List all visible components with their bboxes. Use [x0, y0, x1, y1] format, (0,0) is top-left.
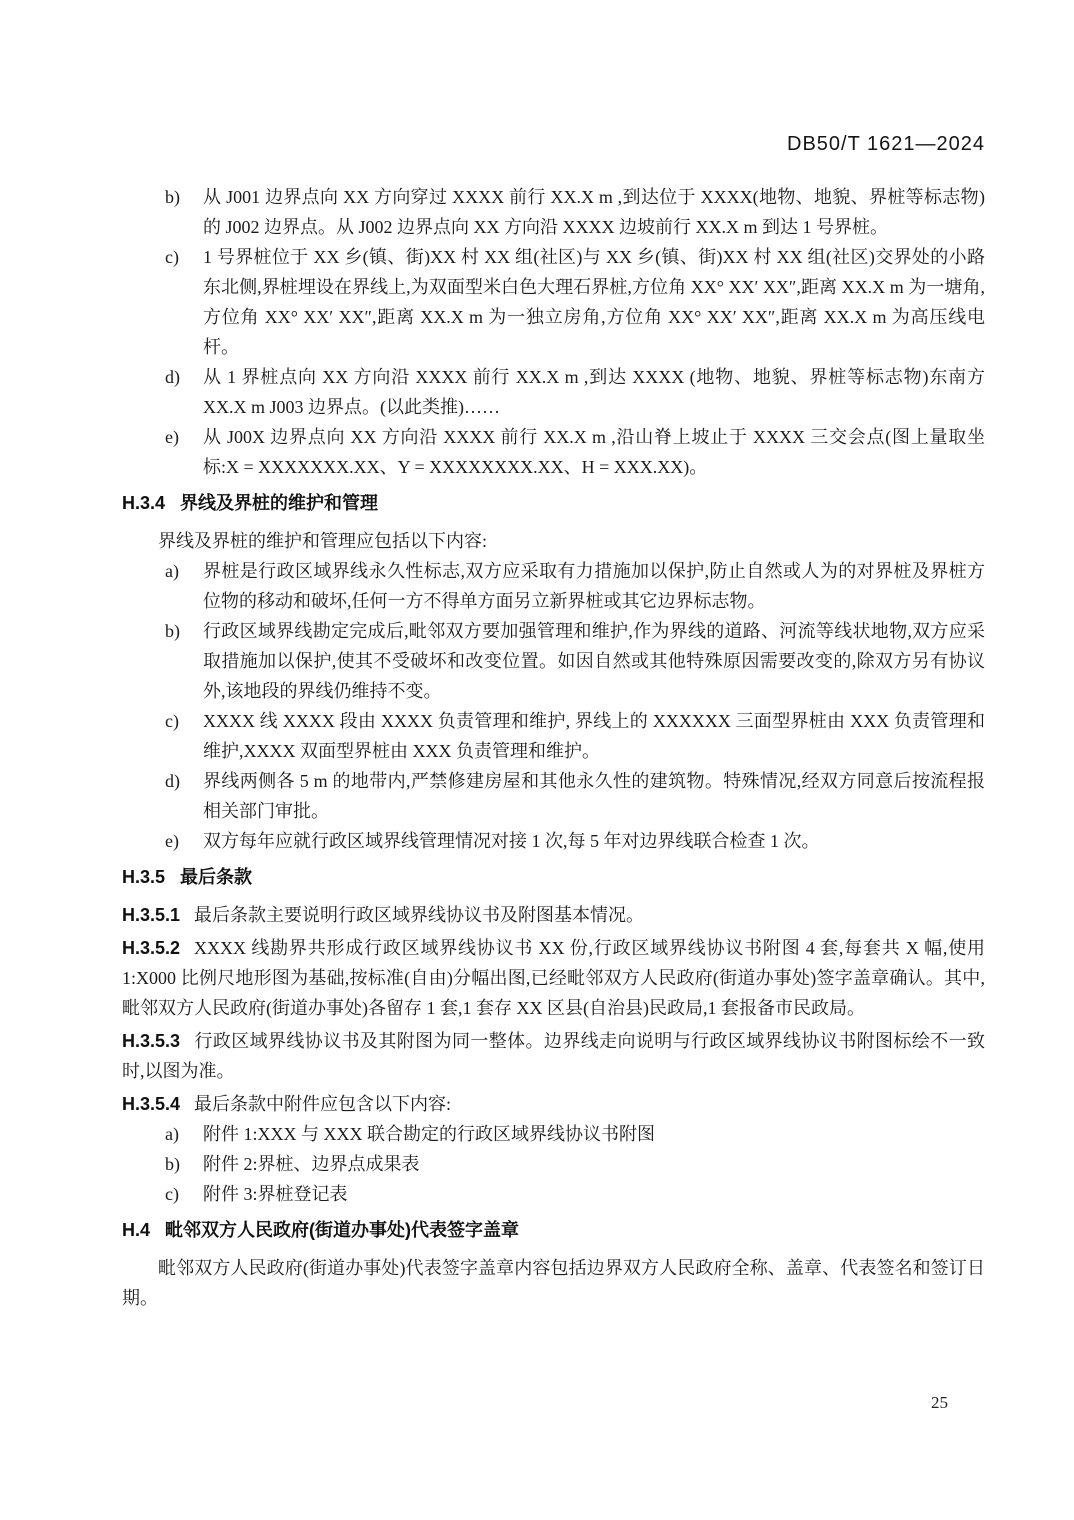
list-item-text: 附件 1:XXX 与 XXX 联合勘定的行政区域界线协议书附图 [203, 1124, 655, 1144]
section-intro-paragraph: 界线及界桩的维护和管理应包括以下内容: [158, 531, 487, 551]
maintenance-list [122, 556, 985, 856]
list-item [122, 1119, 985, 1149]
list-item-marker: e) [165, 831, 179, 851]
signature-section-paragraph: 毗邻双方人民政府(街道办事处)代表签字盖章内容包括边界双方人民政府全称、盖章、代表签名和签订日期。 [122, 1258, 985, 1308]
list-item-marker: b) [165, 1154, 180, 1174]
list-item [122, 242, 985, 362]
list-item-text: 附件 2:界桩、边界点成果表 [203, 1154, 420, 1174]
section-number: H.3.4 [122, 493, 166, 513]
list-item-text: 双方每年应就行政区域界线管理情况对接 1 次,每 5 年对边界线联合检查 1 次。 [203, 831, 820, 851]
list-item-text: 从 1 界桩点向 XX 方向沿 XXXX 前行 XX.X m ,到达 XXXX (地物、地貌、界桩等标志物)东南方 XX.X m J003 边界点。(以此类推)…… [203, 367, 985, 417]
boundary-walk-list [122, 182, 985, 482]
list-item-marker: b) [165, 187, 180, 207]
section-heading-h4 [122, 1215, 985, 1245]
list-item [122, 422, 985, 482]
list-item [122, 766, 985, 826]
section-number: H.4 [122, 1220, 151, 1240]
clause-paragraph [122, 1089, 985, 1119]
clause-text: 最后条款中附件应包含以下内容: [194, 1094, 452, 1114]
section-title: 最后条款 [180, 867, 253, 887]
list-item-marker: d) [165, 367, 180, 387]
standard-number-header: DB50/T 1621—2024 [787, 133, 985, 155]
section-title: 毗邻双方人民政府(街道办事处)代表签字盖章 [165, 1220, 520, 1240]
list-item-text: 界线两侧各 5 m 的地带内,严禁修建房屋和其他永久性的建筑物。特殊情况,经双方同意后按流程报相关部门审批。 [203, 771, 985, 821]
list-item [122, 182, 985, 242]
list-item-text: XXXX 线 XXXX 段由 XXXX 负责管理和维护, 界线上的 XXXXXX 三面型界桩由 XXX 负责管理和维护,XXXX 双面型界桩由 XXX 负责管理和维护。 [203, 711, 985, 761]
list-item-text: 1 号界桩位于 XX 乡(镇、街)XX 村 XX 组(社区)与 XX 乡(镇、街)XX 村 XX 组(社区)交界处的小路东北侧,界桩埋设在界线上,为双面型米白色大理石界桩,方位角 XX° XX′ XX″,距离 XX.X m 为一塘角,方位角 XX° XX′ XX″,距离 XX.X m 为一独立房角,方位角 XX° XX′ XX″,距离 XX.X m 为高压线电杆。 [203, 247, 985, 357]
clause-text: 行政区域界线协议书及其附图为同一整体。边界线走向说明与行政区域界线协议书附图标绘不一致时,以图为准。 [122, 1031, 985, 1081]
section-title: 界线及界桩的维护和管理 [180, 493, 379, 513]
section-heading-h34 [122, 488, 985, 518]
section-heading-h35 [122, 862, 985, 892]
list-item-marker: d) [165, 771, 180, 791]
list-item-marker: a) [165, 561, 179, 581]
clause-number: H.3.5.2 [122, 938, 181, 958]
list-item-marker: c) [165, 247, 179, 267]
section-number: H.3.5 [122, 867, 166, 887]
list-item-marker: e) [165, 427, 179, 447]
list-item [122, 826, 985, 856]
clause-paragraph [122, 900, 985, 930]
list-item [122, 1149, 985, 1179]
clause-text: XXXX 线勘界共形成行政区域界线协议书 XX 份,行政区域界线协议书附图 4 套,每套共 X 幅,使用 1:X000 比例尺地形图为基础,按标准(自由)分幅出图,已经毗邻双方人民政府(街道办事处)签字盖章确认。其中,毗邻双方人民政府(街道办事处)各留存 1 套,1 套存 XX 区县(自治县)民政局,1 套报备市民政局。 [122, 938, 985, 1018]
list-item [122, 556, 985, 616]
clause-paragraph [122, 1026, 985, 1086]
clause-paragraph [122, 933, 985, 1023]
final-clauses-block [122, 900, 985, 1209]
clause-text: 最后条款主要说明行政区域界线协议书及附图基本情况。 [194, 905, 645, 925]
clause-number: H.3.5.1 [122, 905, 181, 925]
list-item-marker: c) [165, 711, 179, 731]
list-item-marker: c) [165, 1184, 179, 1204]
list-item-marker: b) [165, 621, 180, 641]
list-item [122, 616, 985, 706]
list-item-text: 从 J00X 边界点向 XX 方向沿 XXXX 前行 XX.X m ,沿山脊上坡止于 XXXX 三交会点(图上量取坐标:X = XXXXXXX.XX、Y = XXXXXXXX.XX、H = XXX.XX)。 [203, 427, 985, 477]
list-item-marker: a) [165, 1124, 179, 1144]
page-number: 25 [931, 1393, 948, 1412]
clause-number: H.3.5.4 [122, 1094, 181, 1114]
attachments-list [122, 1119, 985, 1209]
list-item [122, 362, 985, 422]
clause-number: H.3.5.3 [122, 1031, 181, 1051]
list-item [122, 706, 985, 766]
list-item-text: 界桩是行政区域界线永久性标志,双方应采取有力措施加以保护,防止自然或人为的对界桩及界桩方位物的移动和破坏,任何一方不得单方面另立新界桩或其它边界标志物。 [203, 561, 985, 611]
list-item-text: 从 J001 边界点向 XX 方向穿过 XXXX 前行 XX.X m ,到达位于 XXXX(地物、地貌、界桩等标志物)的 J002 边界点。从 J002 边界点向 XX 方向沿 XXXX 边坡前行 XX.X m 到达 1 号界桩。 [203, 187, 985, 237]
list-item [122, 1179, 985, 1209]
list-item-text: 附件 3:界桩登记表 [203, 1184, 348, 1204]
list-item-text: 行政区域界线勘定完成后,毗邻双方要加强管理和维护,作为界线的道路、河流等线状地物,双方应采取措施加以保护,使其不受破坏和改变位置。如因自然或其他特殊原因需要改变的,除双方另有协议外,该地段的界线仍维持不变。 [203, 621, 985, 701]
